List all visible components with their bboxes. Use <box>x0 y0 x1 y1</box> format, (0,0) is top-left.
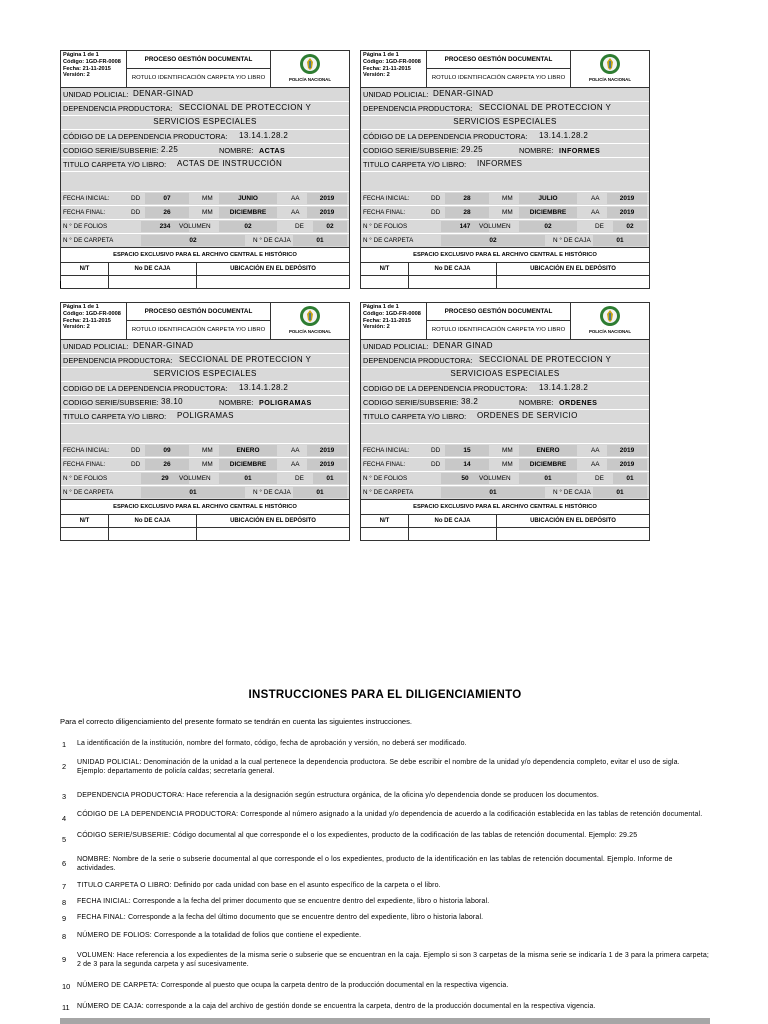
archive-section-title: ESPACIO EXCLUSIVO PARA EL ARCHIVO CENTRAL E HISTÓRICO <box>361 248 649 263</box>
folios-value: 147 <box>441 221 489 232</box>
instruction-number: 8 <box>62 898 67 907</box>
series-value: 38.10 <box>161 397 184 406</box>
folios-value: 50 <box>441 473 489 484</box>
box-number-value: 01 <box>593 487 647 498</box>
page-info: Página 1 de 1 <box>63 304 99 310</box>
process-title: PROCESO GESTIÓN DOCUMENTAL <box>127 303 271 321</box>
month-label: MM <box>202 209 213 216</box>
folder-title-label: TITULO CARPETA Y/O LIBRO: <box>363 160 467 169</box>
end-date-label: FECHA FINAL: <box>363 209 406 216</box>
end-year: 2019 <box>607 459 647 470</box>
name-value: INFORMES <box>559 146 601 155</box>
unit-label: UNIDAD POLICIAL: <box>363 90 429 99</box>
page-info: Página 1 de 1 <box>363 52 399 58</box>
logo-caption: POLICÍA NACIONAL <box>588 77 632 82</box>
dependency-code-value: 13.14.1.28.2 <box>239 131 289 140</box>
end-year: 2019 <box>307 207 347 218</box>
end-date-label: FECHA FINAL: <box>363 461 406 468</box>
instruction-text: La identificación de la institución, nombre del formato, código, fecha de aprobación y versión, no deberá ser modificado. <box>77 740 467 747</box>
location-header: UBICACIÓN EN EL DEPÓSITO <box>230 518 316 524</box>
name-label: NOMBRE: <box>519 398 554 407</box>
folder-number-label: N ° DE CARPETA <box>363 489 414 496</box>
series-value: 2.25 <box>161 145 179 154</box>
dependency-code-value: 13.14.1.28.2 <box>539 383 589 392</box>
series-value: 38.2 <box>461 397 479 406</box>
of-value: 02 <box>313 221 347 232</box>
instruction-number: 6 <box>62 859 67 868</box>
page-info: Página 1 de 1 <box>363 304 399 310</box>
instructions-title: INSTRUCCIONES PARA EL DILIGENCIAMIENTO <box>248 689 522 701</box>
instruction-number: 9 <box>62 955 67 964</box>
start-month: JULIO <box>519 193 577 204</box>
name-value: ORDENES <box>559 398 598 407</box>
series-label: CODIGO SERIE/SUBSERIE: <box>363 146 459 155</box>
form-code: Código: 1GD-FR-0008 <box>63 58 121 65</box>
of-label: DE <box>295 475 304 482</box>
box-number-label: N ° DE CAJA <box>253 489 291 496</box>
start-date-label: FECHA INICIAL: <box>363 195 410 202</box>
form-version: Versión: 2 <box>363 324 390 331</box>
form-version: Versión: 2 <box>363 72 390 79</box>
start-day: 15 <box>445 445 489 456</box>
series-label: CODIGO SERIE/SUBSERIE: <box>63 398 159 407</box>
instruction-number: 3 <box>62 792 67 801</box>
unit-value: DENAR GINAD <box>433 341 493 350</box>
dependency-value-2: SERVICIOS ESPECIALES <box>453 117 557 126</box>
month-label: MM <box>502 461 513 468</box>
year-label: AA <box>591 461 600 468</box>
archive-section-title: ESPACIO EXCLUSIVO PARA EL ARCHIVO CENTRAL E HISTÓRICO <box>61 248 349 263</box>
instruction-text: NÚMERO DE FOLIOS: Corresponde a la totalidad de folios que contiene el expediente. <box>77 932 362 939</box>
process-title: PROCESO GESTIÓN DOCUMENTAL <box>127 51 271 69</box>
end-day: 14 <box>445 459 489 470</box>
start-month: ENERO <box>219 445 277 456</box>
instruction-number: 11 <box>62 1003 70 1012</box>
start-year: 2019 <box>307 445 347 456</box>
volume-value: 02 <box>519 221 577 232</box>
name-value: POLIGRAMAS <box>259 398 312 407</box>
year-label: AA <box>591 195 600 202</box>
end-month: DICIEMBRE <box>519 459 577 470</box>
start-day: 28 <box>445 193 489 204</box>
day-label: DD <box>131 447 141 454</box>
year-label: AA <box>291 461 300 468</box>
end-date-label: FECHA FINAL: <box>63 209 106 216</box>
box-no-header: No DE CAJA <box>409 515 497 527</box>
instructions-intro: Para el correcto diligenciamiento del presente formato se tendrán en cuenta las siguientes instrucciones. <box>60 717 413 726</box>
form-date: Fecha: 21-11-2015 <box>63 65 111 72</box>
month-label: MM <box>502 195 513 202</box>
instruction-text: FECHA FINAL: Corresponde a la fecha del último documento que se encuentre dentro del expediente, libro o historia laboral. <box>77 914 484 921</box>
dependency-value: SECCIONAL DE PROTECCION Y <box>179 103 312 112</box>
start-day: 09 <box>145 445 189 456</box>
instruction-number: 7 <box>62 882 67 891</box>
folder-number-value: 01 <box>441 487 545 498</box>
year-label: AA <box>291 195 300 202</box>
unit-label: UNIDAD POLICIAL: <box>63 342 129 351</box>
start-year: 2019 <box>307 193 347 204</box>
dependency-code-label: CODIGO DE LA DEPENDENCIA PRODUCTORA: <box>363 384 528 393</box>
folder-title-value: ORDENES DE SERVICIO <box>477 411 578 420</box>
dependency-value: SECCIONAL DE PROTECCION Y <box>479 355 612 364</box>
form-version: Versión: 2 <box>63 324 90 331</box>
folios-value: 29 <box>141 473 189 484</box>
box-no-header: No DE CAJA <box>109 263 197 275</box>
dependency-code-value: 13.14.1.28.2 <box>239 383 289 392</box>
day-label: DD <box>131 209 141 216</box>
dependency-value-2: SERVICIOAS ESPECIALES <box>450 369 560 378</box>
label-title: ROTULO IDENTIFICACIÓN CARPETA Y/O LIBRO <box>127 321 271 339</box>
unit-value: DENAR-GINAD <box>433 89 494 98</box>
day-label: DD <box>431 461 441 468</box>
series-label: CODIGO SERIE/SUBSERIE: <box>63 146 159 155</box>
of-value: 01 <box>613 473 647 484</box>
form-date: Fecha: 21-11-2015 <box>363 65 411 72</box>
form-date: Fecha: 21-11-2015 <box>363 317 411 324</box>
end-day: 28 <box>445 207 489 218</box>
instructions-section <box>60 0 710 1024</box>
start-year: 2019 <box>607 445 647 456</box>
unit-value: DENAR-GINAD <box>133 341 194 350</box>
name-label: NOMBRE: <box>219 398 254 407</box>
start-month: ENERO <box>519 445 577 456</box>
process-title: PROCESO GESTIÓN DOCUMENTAL <box>427 303 571 321</box>
dependency-label: DEPENDENCIA PRODUCTORA: <box>63 356 173 365</box>
year-label: AA <box>291 447 300 454</box>
instruction-number: 9 <box>62 914 67 923</box>
series-value: 29.25 <box>461 145 484 154</box>
year-label: AA <box>591 209 600 216</box>
of-label: DE <box>595 223 604 230</box>
folder-title-label: TITULO CARPETA Y/O LIBRO: <box>63 160 167 169</box>
name-label: NOMBRE: <box>219 146 254 155</box>
box-no-header: No DE CAJA <box>109 515 197 527</box>
volume-label: VOLUMEN <box>179 223 211 230</box>
of-label: DE <box>295 223 304 230</box>
location-header: UBICACIÓN EN EL DEPÓSITO <box>230 266 316 272</box>
folder-title-value: POLIGRAMAS <box>177 411 234 420</box>
logo-caption: POLICÍA NACIONAL <box>288 77 332 82</box>
end-month: DICIEMBRE <box>519 207 577 218</box>
page-info: Página 1 de 1 <box>63 52 99 58</box>
archive-section-title: ESPACIO EXCLUSIVO PARA EL ARCHIVO CENTRAL E HISTÓRICO <box>361 500 649 515</box>
end-year: 2019 <box>607 207 647 218</box>
day-label: DD <box>431 195 441 202</box>
month-label: MM <box>202 195 213 202</box>
folder-number-value: 01 <box>141 487 245 498</box>
start-year: 2019 <box>607 193 647 204</box>
name-label: NOMBRE: <box>519 146 554 155</box>
volume-value: 01 <box>519 473 577 484</box>
folder-number-label: N ° DE CARPETA <box>63 489 114 496</box>
instruction-text: NÚMERO DE CARPETA: Corresponde al puesto que ocupa la carpeta dentro de la producción documental en la respectiva vigencia. <box>77 982 509 989</box>
form-version: Versión: 2 <box>63 72 90 79</box>
instruction-text: VOLUMEN: Hace referencia a los expedientes de la misma serie o subserie que se encuentran en la caja. Ejemplo si son 3 carpetas de la misma serie se indicaría 1 de 3 para la primera carpeta; 2 de 3 para la segunda carpeta y así sucesivamente. <box>77 952 709 968</box>
logo-caption: POLICÍA NACIONAL <box>288 329 332 334</box>
dependency-label: DEPENDENCIA PRODUCTORA: <box>63 104 173 113</box>
folios-value: 234 <box>141 221 189 232</box>
box-no-header: No DE CAJA <box>409 263 497 275</box>
dependency-code-label: CODIGO DE LA DEPENDENCIA PRODUCTORA: <box>63 384 228 393</box>
month-label: MM <box>502 209 513 216</box>
start-month: JUNIO <box>219 193 277 204</box>
form-code: Código: 1GD-FR-0008 <box>363 310 421 317</box>
end-month: DICIEMBRE <box>219 207 277 218</box>
instruction-number: 8 <box>62 932 67 941</box>
of-value: 02 <box>613 221 647 232</box>
instruction-number: 4 <box>62 814 67 823</box>
dependency-value-2: SERVICIOS ESPECIALES <box>153 117 257 126</box>
box-number-label: N ° DE CAJA <box>253 237 291 244</box>
end-day: 26 <box>145 459 189 470</box>
day-label: DD <box>431 447 441 454</box>
unit-label: UNIDAD POLICIAL: <box>363 342 429 351</box>
volume-value: 02 <box>219 221 277 232</box>
dependency-label: DEPENDENCIA PRODUCTORA: <box>363 104 473 113</box>
instruction-text: DEPENDENCIA PRODUCTORA: Hace referencia a la designación según estructura orgánica, de la oficina y/o dependencia donde se producen los documentos. <box>77 792 599 799</box>
label-title: ROTULO IDENTIFICACIÓN CARPETA Y/O LIBRO <box>127 69 271 87</box>
dependency-label: DEPENDENCIA PRODUCTORA: <box>363 356 473 365</box>
month-label: MM <box>502 447 513 454</box>
instruction-text: CÓDIGO SERIE/SUBSERIE: Código documental al que corresponde el o los expedientes, producto de la codificación de las tablas de retención documental. Ejemplo: 29.25 <box>77 832 638 839</box>
instruction-number: 10 <box>62 982 71 991</box>
start-date-label: FECHA INICIAL: <box>63 447 110 454</box>
label-title: ROTULO IDENTIFICACIÓN CARPETA Y/O LIBRO <box>427 321 571 339</box>
unit-value: DENAR-GINAD <box>133 89 194 98</box>
dependency-code-value: 13.14.1.28.2 <box>539 131 589 140</box>
form-code: Código: 1GD-FR-0008 <box>63 310 121 317</box>
instruction-text: NÚMERO DE CAJA: corresponde a la caja del archivo de gestión donde se encuentra la carpeta, dentro de la producción documental en la respectiva vigencia. <box>77 1003 596 1010</box>
year-label: AA <box>291 209 300 216</box>
location-header: UBICACIÓN EN EL DEPÓSITO <box>530 518 616 524</box>
end-day: 26 <box>145 207 189 218</box>
volume-label: VOLUMEN <box>179 475 211 482</box>
start-date-label: FECHA INICIAL: <box>63 195 110 202</box>
folder-number-value: 02 <box>141 235 245 246</box>
folios-label: N ° DE FOLIOS <box>363 223 408 230</box>
folder-number-value: 02 <box>441 235 545 246</box>
folder-number-label: N ° DE CARPETA <box>363 237 414 244</box>
folder-title-value: ACTAS DE INSTRUCCIÓN <box>177 159 283 168</box>
month-label: MM <box>202 447 213 454</box>
year-label: AA <box>591 447 600 454</box>
folder-title-label: TITULO CARPETA Y/O LIBRO: <box>363 412 467 421</box>
box-number-label: N ° DE CAJA <box>553 489 591 496</box>
day-label: DD <box>131 195 141 202</box>
folder-title-label: TITULO CARPETA Y/O LIBRO: <box>63 412 167 421</box>
start-day: 07 <box>145 193 189 204</box>
instruction-text: UNIDAD POLICIAL: Denominación de la unidad a la cual pertenece la dependencia productora. Se debe escribir el nombre de la unidad y/o dependencia completo, evitar el uso de sigla. Ejemplo: departamento de policía caldas; secretaría general. <box>77 759 680 775</box>
nt-header: N/T <box>361 515 409 527</box>
folios-label: N ° DE FOLIOS <box>63 223 108 230</box>
instruction-number: 5 <box>62 835 67 844</box>
dependency-value: SECCIONAL DE PROTECCION Y <box>479 103 612 112</box>
instruction-number: 1 <box>62 740 67 749</box>
nt-header: N/T <box>61 515 109 527</box>
box-number-value: 01 <box>593 235 647 246</box>
process-title: PROCESO GESTIÓN DOCUMENTAL <box>427 51 571 69</box>
of-value: 01 <box>313 473 347 484</box>
nt-header: N/T <box>61 263 109 275</box>
series-label: CODIGO SERIE/SUBSERIE: <box>363 398 459 407</box>
instruction-text: NOMBRE: Nombre de la serie o subserie documental al que corresponde el o los expedientes, producto de la identificación en las tablas de retención documental. Ejemplo. Informe de actividades. <box>77 856 673 872</box>
folios-label: N ° DE FOLIOS <box>63 475 108 482</box>
end-date-label: FECHA FINAL: <box>63 461 106 468</box>
instruction-text: TITULO CARPETA O LIBRO: Definido por cada unidad con base en el asunto específico de la carpeta o el libro. <box>77 882 441 889</box>
box-number-value: 01 <box>293 235 347 246</box>
footer-bar <box>60 1018 710 1024</box>
label-title: ROTULO IDENTIFICACIÓN CARPETA Y/O LIBRO <box>427 69 571 87</box>
month-label: MM <box>202 461 213 468</box>
folios-label: N ° DE FOLIOS <box>363 475 408 482</box>
nt-header: N/T <box>361 263 409 275</box>
dependency-value: SECCIONAL DE PROTECCION Y <box>179 355 312 364</box>
form-code: Código: 1GD-FR-0008 <box>363 58 421 65</box>
day-label: DD <box>131 461 141 468</box>
dependency-code-label: CÓDIGO DE LA DEPENDENCIA PRODUCTORA: <box>63 132 228 141</box>
volume-label: VOLUMEN <box>479 223 511 230</box>
logo-caption: POLICÍA NACIONAL <box>588 329 632 334</box>
instruction-number: 2 <box>62 762 67 771</box>
instruction-text: CÓDIGO DE LA DEPENDENCIA PRODUCTORA: Corresponde al número asignado a la unidad y/o dependencia de acuerdo a la codificación establecida en las tablas de retención documental. <box>77 811 703 818</box>
end-year: 2019 <box>307 459 347 470</box>
volume-label: VOLUMEN <box>479 475 511 482</box>
of-label: DE <box>595 475 604 482</box>
form-date: Fecha: 21-11-2015 <box>63 317 111 324</box>
volume-value: 01 <box>219 473 277 484</box>
unit-label: UNIDAD POLICIAL: <box>63 90 129 99</box>
dependency-value-2: SERVICIOS ESPECIALES <box>153 369 257 378</box>
box-number-label: N ° DE CAJA <box>553 237 591 244</box>
location-header: UBICACIÓN EN EL DEPÓSITO <box>530 266 616 272</box>
start-date-label: FECHA INICIAL: <box>363 447 410 454</box>
name-value: ACTAS <box>259 146 286 155</box>
folder-title-value: INFORMES <box>477 159 523 168</box>
box-number-value: 01 <box>293 487 347 498</box>
instruction-text: FECHA INICIAL: Corresponde a la fecha del primer documento que se encuentre dentro del expediente, libro o historia laboral. <box>77 898 490 905</box>
end-month: DICIEMBRE <box>219 459 277 470</box>
archive-section-title: ESPACIO EXCLUSIVO PARA EL ARCHIVO CENTRAL E HISTÓRICO <box>61 500 349 515</box>
folder-number-label: N ° DE CARPETA <box>63 237 114 244</box>
day-label: DD <box>431 209 441 216</box>
dependency-code-label: CÓDIGO DE LA DEPENDENCIA PRODUCTORA: <box>363 132 528 141</box>
